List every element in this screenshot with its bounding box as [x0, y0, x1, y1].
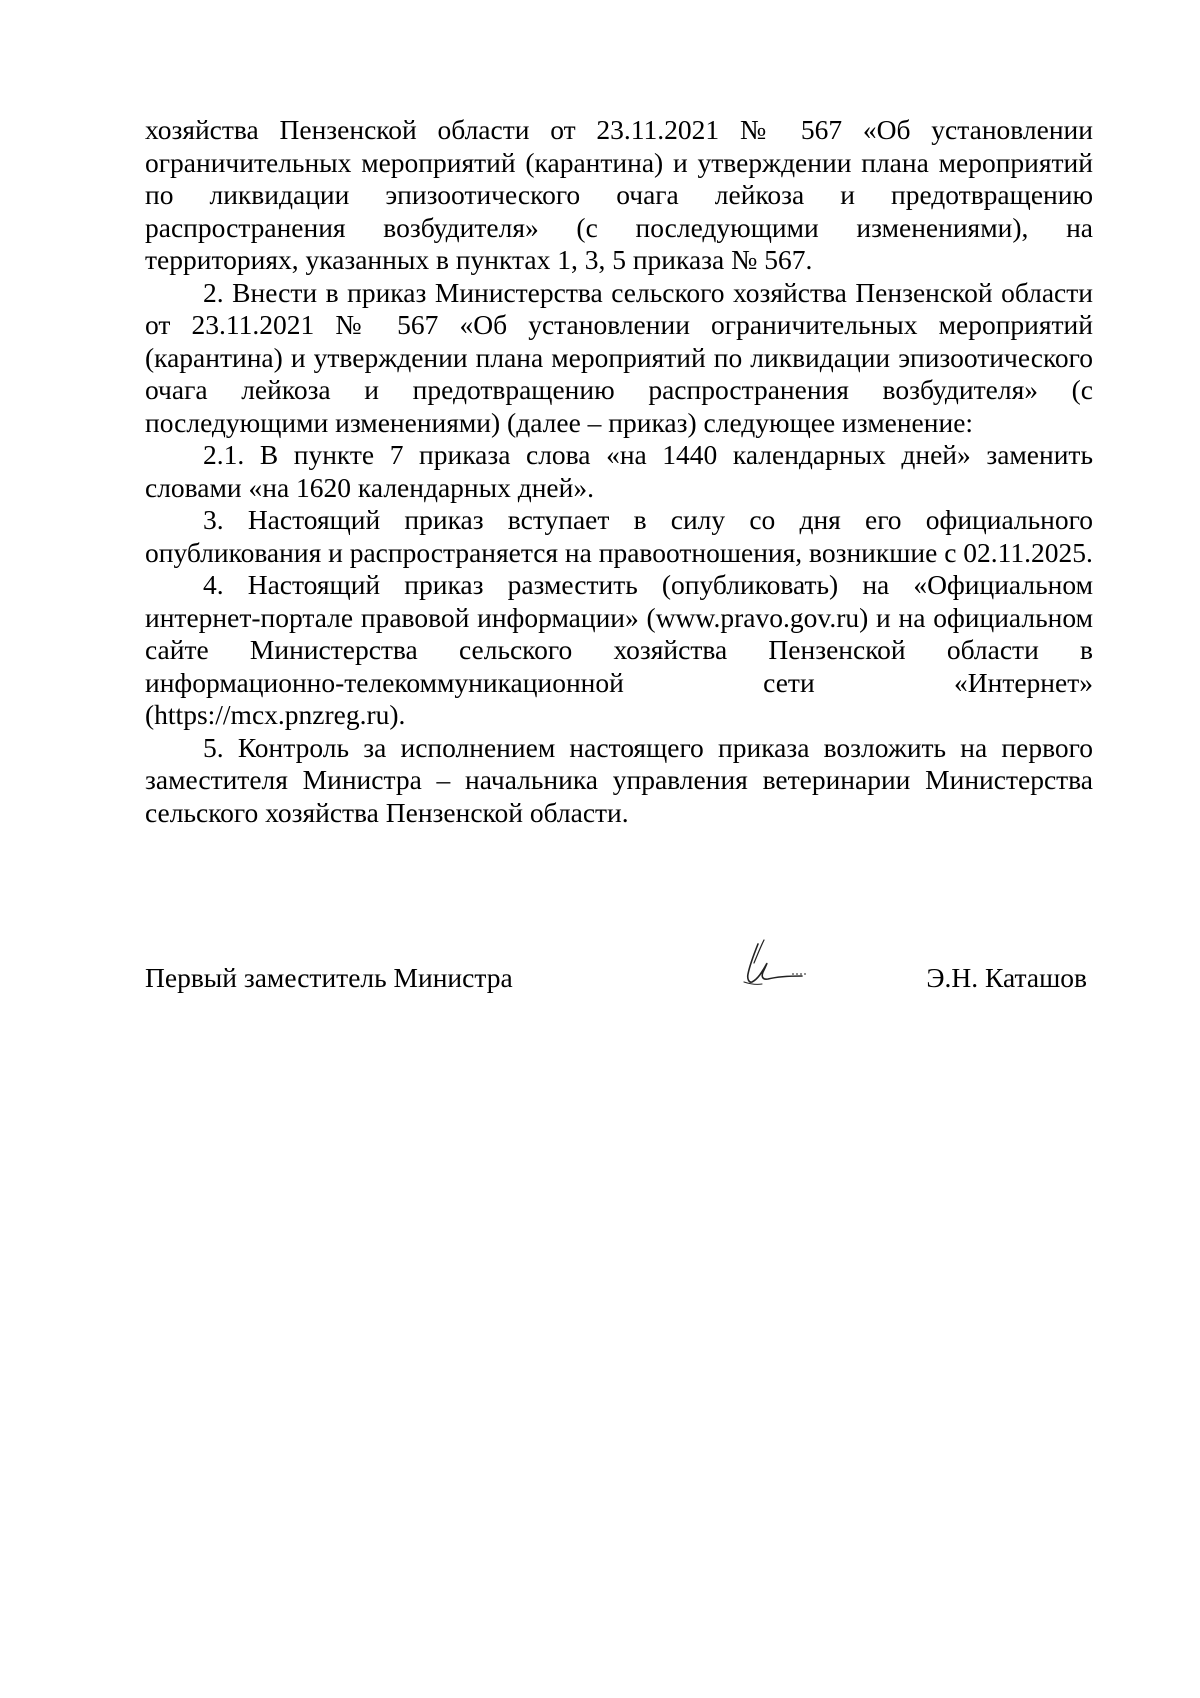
- paragraph-item-5: 5. Контроль за исполнением настоящего приказа возложить на первого заместителя Министра – начальника управления ветеринарии Министерства сельского хозяйства Пензенской области.: [145, 731, 1093, 828]
- signatory-position: Первый заместитель Министра: [145, 962, 513, 993]
- handwritten-signature: [730, 938, 810, 993]
- paragraph-continuation: хозяйства Пензенской области от 23.11.2021 № 567 «Об установлении ограничительных мероприятий (карантина) и утверждении плана мероприятий по ликвидации эпизоотического очага лейкоза и предотвращению распространения возбудителя» (с последующими изменениями), на территориях, указанных в пунктах 1, 3, 5 приказа № 567.: [145, 114, 1093, 275]
- paragraph-item-2-1: 2.1. В пункте 7 приказа слова «на 1440 календарных дней» заменить словами «на 1620 календарных дней».: [145, 439, 1093, 503]
- paragraph-item-3: 3. Настоящий приказ вступает в силу со дня его официального опубликования и распространяется на правоотношения, возникшие с 02.11.2025.: [145, 504, 1093, 568]
- signatory-name: Э.Н. Каташов: [926, 962, 1087, 993]
- document-body: [145, 114, 1093, 829]
- signature-block: [145, 938, 1093, 1008]
- paragraph-item-4: 4. Настоящий приказ разместить (опубликовать) на «Официальном интернет-портале правовой информации» (www.pravo.gov.ru) и на официальном сайте Министерства сельского хозяйства Пензенской области в информационно-телекоммуникационной сети «Интернет» (https://mcx.pnzreg.ru).: [145, 569, 1093, 730]
- paragraph-item-2: 2. Внести в приказ Министерства сельского хозяйства Пензенской области от 23.11.2021 № 567 «Об установлении ограничительных мероприятий (карантина) и утверждении плана мероприятий по ликвидации эпизоотического очага лейкоза и предотвращению распространения возбудителя» (с последующими изменениями) (далее – приказ) следующее изменение:: [145, 276, 1093, 438]
